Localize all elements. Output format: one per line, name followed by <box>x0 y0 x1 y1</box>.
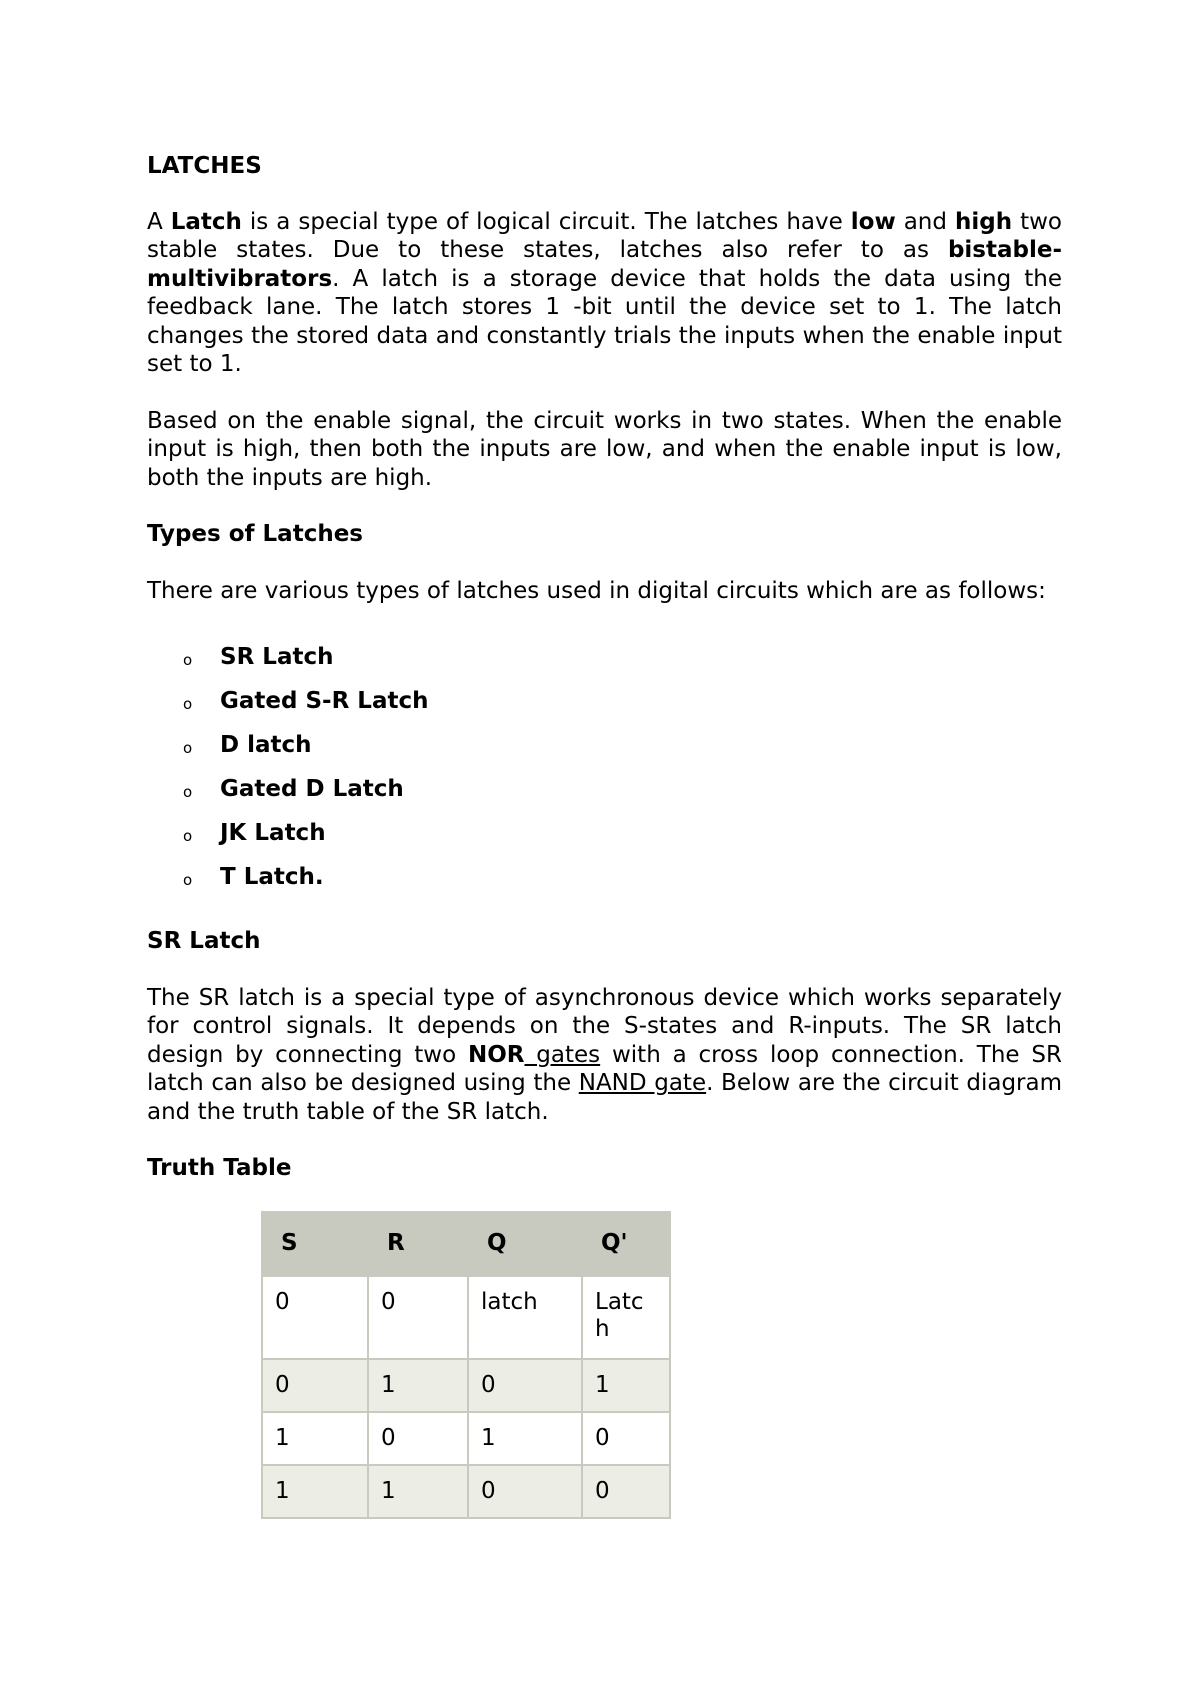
intro-text-4: two stable states. Due to these states, latches also refer to as <box>147 208 1062 263</box>
nand-gate-link[interactable]: NAND gate <box>578 1070 707 1096</box>
latch-types-list <box>147 643 1062 907</box>
intro-text-5: . A latch is a storage device that holds the data using the feedback lane. The latch stores 1 -bit until the device set to 1. The latch changes the stored data and constantly trials the inputs when the enable input set to 1. <box>147 265 1062 377</box>
table-cell: 1 <box>368 1359 468 1412</box>
intro-text-1: A <box>147 208 171 235</box>
intro-bold-latch: Latch <box>170 208 242 235</box>
table-row <box>262 1465 670 1518</box>
types-heading: Types of Latches <box>147 521 363 547</box>
circle-bullet-icon: o <box>183 651 193 669</box>
intro-bold-bistable: bistable-multivibrators <box>147 237 1062 292</box>
table-cell: 0 <box>368 1276 468 1359</box>
table-row <box>262 1412 670 1465</box>
table-row <box>262 1276 670 1359</box>
list-item <box>147 731 1062 775</box>
table-cell: 0 <box>262 1276 368 1359</box>
intro-text-3: and <box>895 208 955 235</box>
truth-table <box>261 1211 671 1519</box>
table-cell: Latc h <box>582 1276 670 1359</box>
table-cell: 1 <box>582 1359 670 1412</box>
circle-bullet-icon: o <box>183 695 193 713</box>
list-item-label: T Latch. <box>220 864 324 890</box>
list-item <box>147 687 1062 731</box>
list-item-label: D latch <box>220 732 312 758</box>
table-cell: 1 <box>262 1412 368 1465</box>
truth-table-heading: Truth Table <box>147 1155 292 1181</box>
list-item <box>147 863 1062 907</box>
document-page <box>147 152 1062 1519</box>
header-r: R <box>368 1212 468 1276</box>
table-row <box>262 1359 670 1412</box>
circle-bullet-icon: o <box>183 783 193 801</box>
sr-latch-heading: SR Latch <box>147 928 261 954</box>
table-cell: 0 <box>582 1412 670 1465</box>
table-cell: 0 <box>368 1412 468 1465</box>
table-cell: latch <box>468 1276 582 1359</box>
list-item-label: SR Latch <box>220 644 334 670</box>
intro-bold-low: low <box>850 208 896 235</box>
table-cell: 1 <box>262 1465 368 1518</box>
sr-text-3: . Below are the circuit diagram and the truth table of the SR latch. <box>147 1070 1062 1125</box>
enable-signal-paragraph: Based on the enable signal, the circuit works in two states. When the enable input is high, then both the inputs are low, and when the enable input is low, both the inputs are high. <box>147 407 1062 491</box>
circle-bullet-icon: o <box>183 871 193 889</box>
table-cell: 0 <box>582 1465 670 1518</box>
header-s: S <box>262 1212 368 1276</box>
sr-text-1: The SR latch is a special type of asynchronous device which works separately for control signals. It depends on the S-states and R-inputs. The SR latch design by connecting two <box>147 984 1062 1068</box>
table-cell: 0 <box>468 1359 582 1412</box>
list-item <box>147 775 1062 819</box>
table-cell: 0 <box>262 1359 368 1412</box>
list-item <box>147 819 1062 863</box>
header-q-prime: Q' <box>582 1212 670 1276</box>
sr-bold-nor: NOR <box>467 1041 525 1068</box>
types-intro-paragraph: There are various types of latches used in digital circuits which are as follows: <box>147 577 1046 604</box>
intro-bold-high: high <box>954 208 1013 235</box>
table-header-row <box>262 1212 670 1276</box>
document-title: LATCHES <box>147 153 262 179</box>
gates-link[interactable]: gates <box>524 1041 601 1068</box>
header-q: Q <box>468 1212 582 1276</box>
intro-paragraph <box>147 208 1062 379</box>
truth-table-wrapper <box>261 1211 1062 1519</box>
list-item-label: JK Latch <box>220 820 326 846</box>
table-cell: 0 <box>468 1465 582 1518</box>
circle-bullet-icon: o <box>183 739 193 757</box>
circle-bullet-icon: o <box>183 827 193 845</box>
sr-text-2: with a cross loop connection. The SR latch can also be designed using the <box>147 1041 1062 1096</box>
table-cell: 1 <box>368 1465 468 1518</box>
table-cell: 1 <box>468 1412 582 1465</box>
sr-latch-paragraph <box>147 984 1062 1127</box>
list-item <box>147 643 1062 687</box>
intro-text-2: is a special type of logical circuit. The latches have <box>241 208 851 235</box>
list-item-label: Gated D Latch <box>220 776 404 802</box>
list-item-label: Gated S-R Latch <box>220 688 429 714</box>
